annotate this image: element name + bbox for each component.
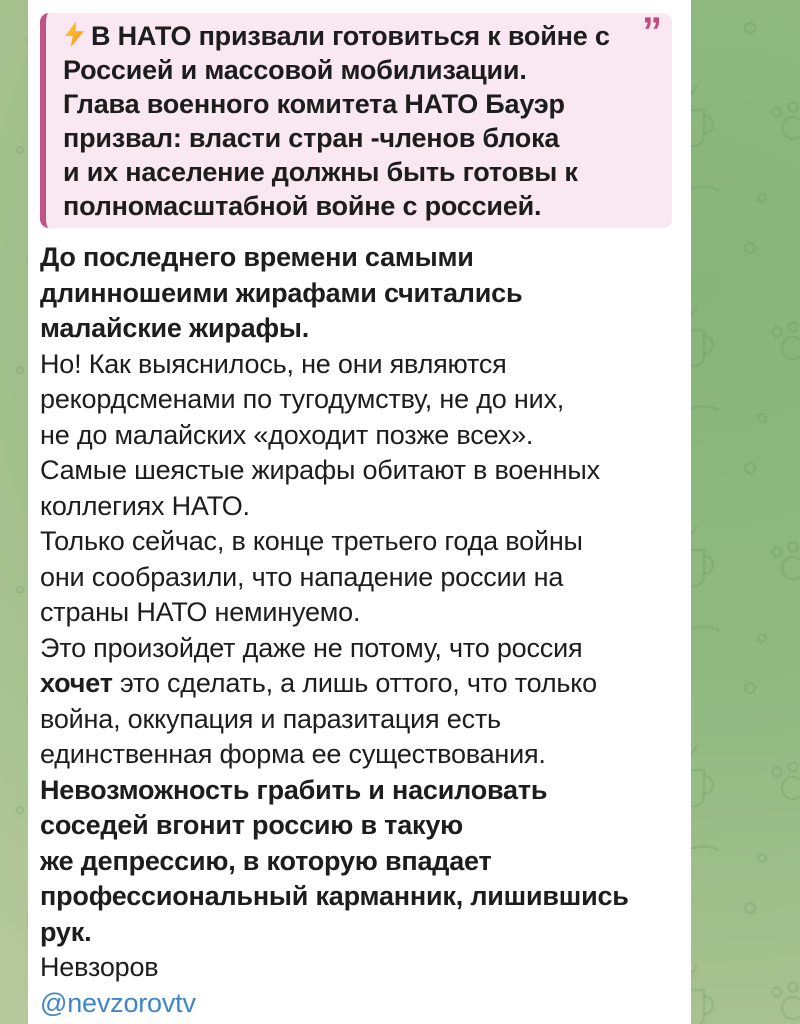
message-line [40, 595, 680, 631]
message-line [40, 808, 680, 844]
quote-line: призвал: власти стран -членов блока [63, 123, 560, 153]
text-segment: До последнего времени самыми [40, 242, 474, 272]
text-segment: коллегиях НАТО. [40, 490, 250, 521]
text-segment: соседей вгонит россию в такую [40, 810, 463, 840]
text-segment: рекордсменами по тугодумству, не до них, [40, 384, 565, 414]
text-segment: страны НАТО неминуемо. [40, 597, 361, 627]
text-segment: малайские жирафы. [40, 313, 310, 343]
text-segment: Самые шеястые жирафы обитают в военных [40, 455, 600, 485]
quote-line: Глава военного комитета НАТО Бауэр [63, 89, 565, 119]
message-line [40, 950, 680, 986]
text-segment: Только сейчас, в конце третьего года войны [40, 526, 583, 556]
message-line [40, 986, 680, 1022]
message-bubble [28, 0, 691, 1024]
text-segment: Но! Как выяснилось, не они являются [40, 348, 507, 379]
message-line [40, 702, 680, 738]
message-line [40, 382, 680, 418]
message-line [40, 631, 680, 667]
message-line [40, 418, 680, 454]
quote-line: и их население должны быть готовы к [63, 157, 578, 187]
text-segment: Невозможность грабить и насиловать [40, 774, 548, 805]
message-line [40, 879, 680, 915]
quote-line-text: В НАТО призвали готовиться к войне с [91, 21, 610, 51]
message-line [40, 666, 680, 702]
quote-line [63, 19, 628, 53]
username-link[interactable]: @nevzorovtv [40, 987, 196, 1018]
text-segment: они сообразили, что нападение россии на [40, 561, 564, 592]
quote-line: Россией и массовой мобилизации. [63, 55, 527, 85]
message-line [40, 560, 680, 596]
text-segment: Невзоров [40, 952, 159, 982]
message-text [40, 240, 680, 1021]
message-line [40, 311, 680, 347]
quoted-message-block[interactable] [40, 10, 672, 228]
text-segment: это сделать, а лишь оттого, что только [112, 668, 597, 698]
text-segment: Это произойдет даже не потому, что россия [40, 632, 583, 663]
text-segment: профессиональный карманник, лишившись [40, 881, 629, 911]
message-line [40, 276, 680, 312]
message-line [40, 737, 680, 773]
text-segment: длинношеими жирафами считались [40, 277, 523, 308]
text-segment: хочет [40, 668, 113, 698]
text-segment: же депрессию, в которую впадает [40, 845, 492, 876]
lightning-icon [63, 20, 86, 48]
text-segment: не до малайских «доходит позже всех». [40, 419, 534, 450]
message-line [40, 915, 680, 951]
quote-icon: ” [642, 10, 662, 54]
quote-line: полномасштабной войне с россией. [63, 191, 542, 221]
message-line [40, 773, 680, 809]
message-line [40, 240, 680, 276]
text-segment: война, оккупация и паразитация есть [40, 703, 501, 734]
message-line [40, 524, 680, 560]
message-line [40, 453, 680, 489]
message-line [40, 347, 680, 383]
text-segment: единственная форма ее существования. [40, 739, 546, 769]
message-line [40, 489, 680, 525]
message-line [40, 844, 680, 880]
text-segment: рук. [40, 916, 92, 947]
